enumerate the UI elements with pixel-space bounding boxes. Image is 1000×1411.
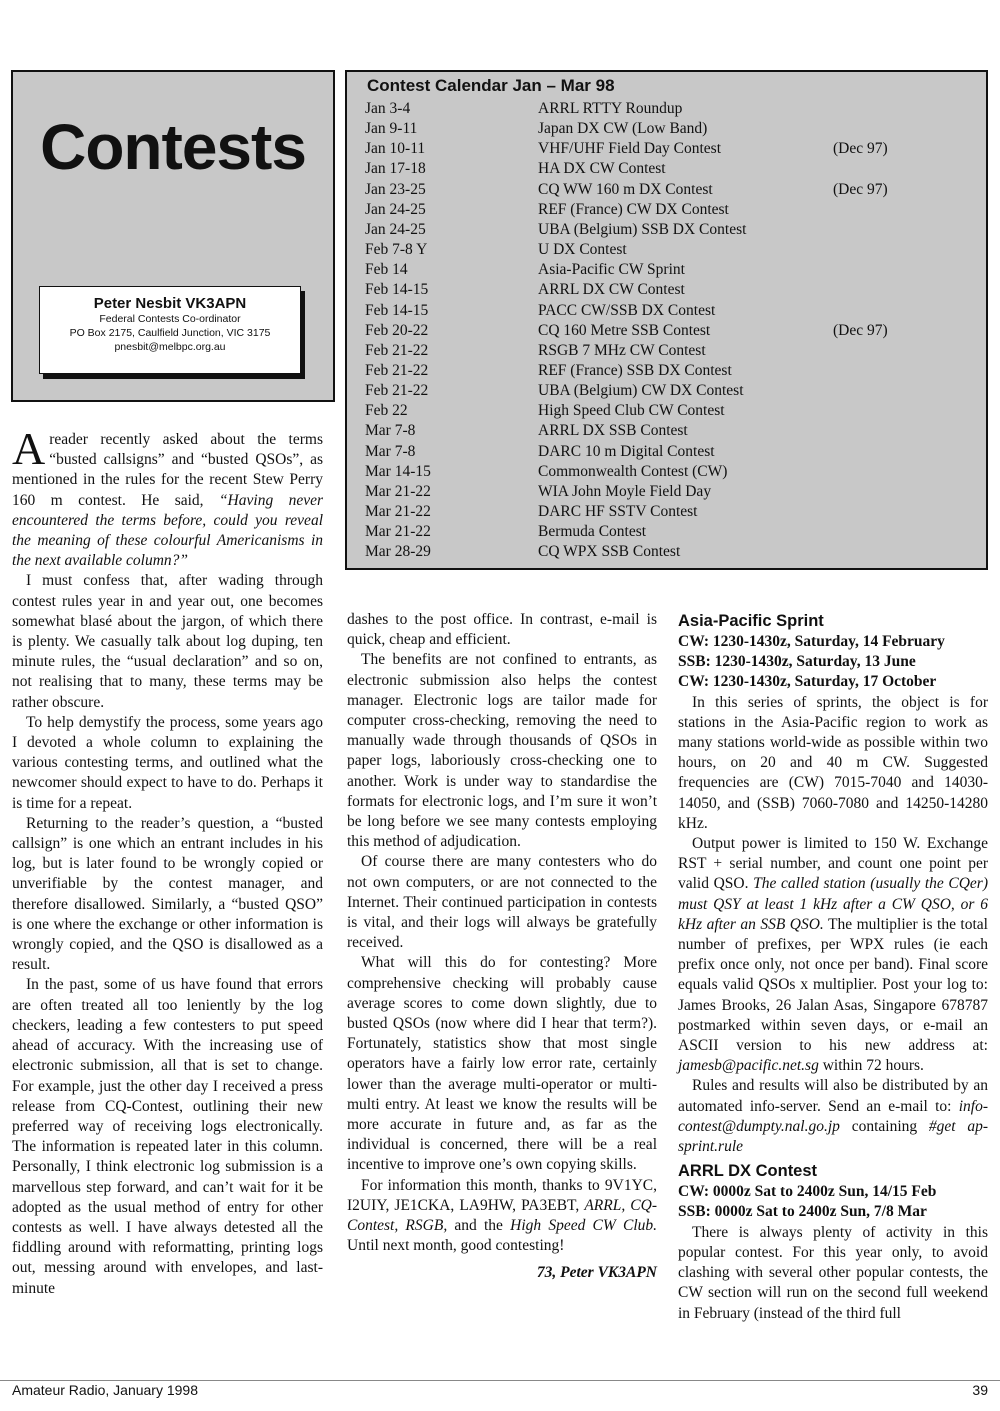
author-address: PO Box 2175, Caulfield Junction, VIC 3175 xyxy=(69,327,271,339)
calendar-row xyxy=(347,301,986,321)
calendar-contest-name: Japan DX CW (Low Band) xyxy=(538,120,708,138)
text-run: reader recently asked about the terms “busted callsigns” and “busted QSOs”, as mentioned in the rules for the recent Stew Perry 160 m contest. He said, xyxy=(12,431,323,509)
calendar-date: Feb 21-22 xyxy=(365,341,429,359)
calendar-note: (Dec 97) xyxy=(833,321,888,339)
email-address: info-contest@dumpty.nal.go.jp xyxy=(678,1097,988,1135)
calendar-note: (Dec 97) xyxy=(833,180,888,198)
calendar-row xyxy=(347,240,986,260)
article-column-1 xyxy=(12,423,323,1299)
calendar-contest-name: RSGB 7 MHz CW Contest xyxy=(538,341,706,359)
calendar-row xyxy=(347,260,986,280)
email-address: jamesb@pacific.net.sg xyxy=(678,1057,819,1075)
calendar-contest-name: UBA (Belgium) SSB DX Contest xyxy=(538,220,747,238)
article-column-3 xyxy=(678,610,988,1324)
page-number: 39 xyxy=(972,1382,988,1398)
calendar-contest-name: REF (France) CW DX Contest xyxy=(538,200,729,218)
paragraph xyxy=(678,834,988,1076)
text-run: containing xyxy=(839,1117,929,1135)
signature: 73, Peter VK3APN xyxy=(536,1263,657,1281)
text-run: Output power is limited to 150 W. Exchange RST + serial number, and count one point per valid QSO. xyxy=(678,835,988,893)
section-header-box xyxy=(11,70,335,402)
sprint-schedule-line: CW: 1230-1430z, Saturday, 14 February xyxy=(678,633,945,650)
calendar-contest-name: PACC CW/SSB DX Contest xyxy=(538,301,716,319)
paragraph: In this series of sprints, the object is for stations in the Asia-Pacific region to work as many stations world-wide as possible within two hours, on 20 and 40 m CW. Suggested frequencies are (CW) 7015-7040 and 14030-14050, and (SSB) 7060-7080 and 14250-14280 kHz. xyxy=(678,693,988,832)
reader-quote: “Having never encountered the terms before, could you reveal the meaning of these colourful Americanisms in the next available column?” xyxy=(12,491,323,570)
calendar-date: Jan 24-25 xyxy=(365,200,426,218)
author-role: Federal Contests Co-ordinator xyxy=(99,313,241,325)
calendar-date: Mar 14-15 xyxy=(365,462,431,480)
calendar-contest-name: CQ 160 Metre SSB Contest xyxy=(538,321,711,339)
calendar-contest-name: UBA (Belgium) CW DX Contest xyxy=(538,382,744,400)
calendar-date: Jan 17-18 xyxy=(365,160,426,178)
drop-cap: A xyxy=(12,423,46,474)
calendar-row xyxy=(347,139,986,159)
calendar-date: Jan 23-25 xyxy=(365,180,426,198)
text-run: The multiplier is the total number of prefixes, per WPX rules (ie each prefix once only, not once per band). Final score equals valid QSOs x multiplier. Post your log to: James Brooks, 26 Jalan Asas, Singapore 678787 postmarked within seven days, or e-mail an ASCII version to his new address at: xyxy=(678,915,988,1055)
calendar-date: Jan 3-4 xyxy=(365,100,411,117)
paragraph: Returning to the reader’s question, a “busted callsign” is one which an entrant includes in his log, but is later found to be wrongly copied or unverifiable by the contest manager, and therefore disallowed. Similarly, a “busted QSO” is one where the exchange or other information is wrongly copied, and the QSO is disallowed as a result. xyxy=(12,814,323,974)
article-column-2 xyxy=(347,610,657,1283)
arrl-schedule-line: CW: 0000z Sat to 2400z Sun, 14/15 Feb xyxy=(678,1183,937,1201)
calendar-date: Mar 21-22 xyxy=(365,482,431,500)
calendar-contest-name: ARRL DX SSB Contest xyxy=(538,422,688,440)
calendar-date: Mar 28-29 xyxy=(365,543,431,561)
arrl-dx-contest-heading: ARRL DX Contest xyxy=(678,1162,818,1181)
calendar-date: Feb 14 xyxy=(365,261,408,279)
calendar-contest-name: U DX Contest xyxy=(538,241,627,259)
calendar-row xyxy=(347,522,986,542)
calendar-row xyxy=(347,159,986,179)
text-run: The called station (usually the CQer) must QSY at least 1 kHz after a CW QSO, or 6 kHz after an SSB QSO. xyxy=(678,875,988,933)
calendar-date: Feb 14-15 xyxy=(365,301,429,319)
contest-calendar xyxy=(345,70,988,570)
calendar-row xyxy=(347,119,986,139)
calendar-contest-name: VHF/UHF Field Day Contest xyxy=(538,140,721,158)
calendar-title: Contest Calendar Jan – Mar 98 xyxy=(367,76,615,95)
arrl-schedule-line: SSB: 0000z Sat to 2400z Sun, 7/8 Mar xyxy=(678,1203,927,1221)
paragraph xyxy=(12,423,323,571)
calendar-row xyxy=(347,421,986,441)
author-email: pnesbit@melbpc.org.au xyxy=(114,341,226,353)
calendar-date: Feb 21-22 xyxy=(365,361,429,379)
calendar-contest-name: ARRL DX CW Contest xyxy=(538,281,685,299)
text-run: #get ap-sprint.rule xyxy=(678,1117,988,1156)
sprint-schedule-line: CW: 1230-1430z, Saturday, 17 October xyxy=(678,673,937,691)
calendar-date: Feb 20-22 xyxy=(365,321,429,339)
calendar-contest-name: Bermuda Contest xyxy=(538,523,647,541)
calendar-contest-name: WIA John Moyle Field Day xyxy=(538,482,712,500)
paragraph: dashes to the post office. In contrast, e-mail is quick, cheap and efficient. xyxy=(347,611,657,649)
text-run: For information this month, thanks to 9V1YC, I2UIY, JE1CKA, LA9HW, PA3EBT, xyxy=(347,1176,657,1214)
calendar-date: Mar 7-8 xyxy=(365,422,416,440)
paragraph: There is always plenty of activity in this popular contest. For this year only, to avoid clashing with several other popular contests, the CW section will run on the second full weekend in February (instead of the third full xyxy=(678,1223,988,1322)
calendar-row xyxy=(347,462,986,482)
calendar-contest-name: ARRL RTTY Roundup xyxy=(538,100,683,117)
calendar-date: Feb 14-15 xyxy=(365,281,429,299)
calendar-row xyxy=(347,99,986,119)
paragraph: I must confess that, after wading through contest rules year in and year out, one becomes somewhat blasé about the jargon, of which there is plenty. We casually talk about log duping, ten minute rules, the “usual declaration” and so on, not realising that to many, these terms may be rather obscure. xyxy=(12,572,323,711)
calendar-row xyxy=(347,220,986,240)
calendar-contest-name: CQ WPX SSB Contest xyxy=(538,543,681,561)
text-run: ARRL, CQ-Contest, RSGB, xyxy=(347,1196,657,1235)
calendar-contest-name: Asia-Pacific CW Sprint xyxy=(538,261,685,279)
calendar-row xyxy=(347,321,986,341)
calendar-row xyxy=(347,361,986,381)
footer-publication: Amateur Radio, January 1998 xyxy=(12,1382,198,1398)
calendar-row xyxy=(347,280,986,300)
calendar-contest-name: DARC 10 m Digital Contest xyxy=(538,442,715,460)
paragraph: The benefits are not confined to entrants, as electronic submission also helps the contest manager. Electronic logs are tailor made for computer cross-checking, removing the need to manually wade through thousands of QSOs in paper logs, laboriously cross-checking one to another. Work is under way to standardise the formats for electronic logs, and I’m sure it won’t be long before we see many contests employing this method of adjudication. xyxy=(347,651,657,851)
calendar-contest-name: DARC HF SSTV Contest xyxy=(538,503,698,520)
calendar-note: (Dec 97) xyxy=(833,140,888,158)
calendar-contest-name: Commonwealth Contest (CW) xyxy=(538,462,728,480)
paragraph: What will this do for contesting? More comprehensive checking will probably cause average scores to come down slightly, due to busted QSOs (now where did I hear that term?). Fortunately, statistics show that most single operators have a fairly low error rate, certainly lower than the average multi-operator or multi-multi entry. At least we know the results will be more accurate in future and, as far as the individual is concerned, there will be a real incentive to improve one’s own copying skills. xyxy=(347,954,657,1174)
text-run: Until next month, good contesting! xyxy=(347,1237,565,1255)
calendar-row xyxy=(347,502,986,522)
calendar-date: Mar 21-22 xyxy=(365,523,431,541)
text-run: High Speed CW Club. xyxy=(510,1217,658,1235)
calendar-row xyxy=(347,341,986,361)
calendar-row xyxy=(347,542,986,562)
calendar-row xyxy=(347,200,986,220)
paragraph: To help demystify the process, some years ago I devoted a whole column to explaining the various contesting terms, and outlined what the newcomer should expect to have to do. Perhaps it is time for a repeat. xyxy=(12,713,323,812)
calendar-row xyxy=(347,482,986,502)
text-run: Rules and results will also be distributed by an automated info-server. Send an e-mail to: xyxy=(678,1077,988,1115)
author-name: Peter Nesbit VK3APN xyxy=(93,295,247,312)
calendar-date: Feb 22 xyxy=(365,402,408,420)
calendar-row xyxy=(347,381,986,401)
calendar-date: Jan 9-11 xyxy=(365,120,418,138)
calendar-contest-name: HA DX CW Contest xyxy=(538,160,666,178)
calendar-row xyxy=(347,401,986,421)
sprint-schedule-line: SSB: 1230-1430z, Saturday, 13 June xyxy=(678,653,916,671)
calendar-contest-name: REF (France) SSB DX Contest xyxy=(538,361,732,379)
paragraph xyxy=(678,1076,988,1157)
section-title: Contests xyxy=(40,111,306,183)
calendar-date: Mar 7-8 xyxy=(365,442,416,460)
calendar-date: Feb 7-8 Y xyxy=(365,241,428,259)
calendar-date: Feb 21-22 xyxy=(365,382,429,400)
text-run: and the xyxy=(447,1217,511,1235)
paragraph: In the past, some of us have found that errors are often treated all too leniently by the log checkers, leading a few contesters to put speed ahead of accuracy. With the increasing use of electronic submission, all that is set to change. For example, just the other day I received a press release from CQ-Contest, outlining their new preferred way of receiving logs electronically. The information is repeated later in this column. Personally, I think electronic log submission is a marvellous step forward, and can’t wait for it be adopted as the usual method of entry for other contests as well. I have always detested all the fiddling around with reformatting, printing logs out, messing around with envelopes, and last-minute xyxy=(12,976,323,1297)
calendar-contest-name: CQ WW 160 m DX Contest xyxy=(538,180,713,198)
footer-rule xyxy=(0,1380,1000,1381)
author-card xyxy=(39,286,301,374)
calendar-row xyxy=(347,442,986,462)
calendar-date: Mar 21-22 xyxy=(365,503,431,520)
calendar-row xyxy=(347,180,986,200)
asia-pacific-sprint-heading: Asia-Pacific Sprint xyxy=(678,612,824,630)
calendar-date: Jan 10-11 xyxy=(365,140,426,158)
paragraph xyxy=(347,1176,657,1257)
calendar-contest-name: High Speed Club CW Contest xyxy=(538,402,725,420)
paragraph: Of course there are many contesters who do not own computers, or are not connected to the Internet. Their continued participation in contests is vital, and their logs will always be gratefully received. xyxy=(347,853,657,952)
text-run: within 72 hours. xyxy=(818,1057,924,1075)
calendar-date: Jan 24-25 xyxy=(365,220,426,238)
